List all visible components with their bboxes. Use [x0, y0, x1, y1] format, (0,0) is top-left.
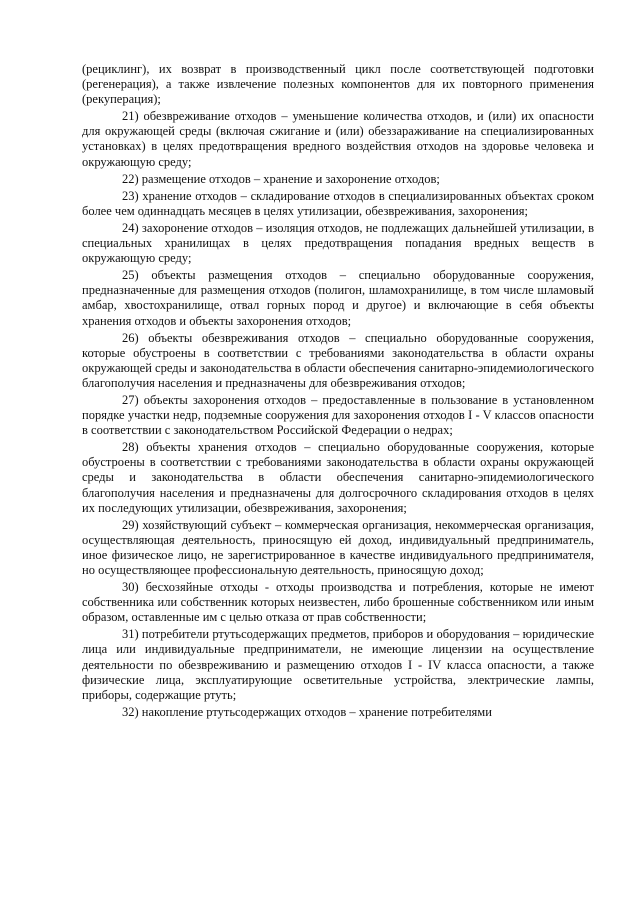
paragraph-24: 24) захоронение отходов – изоляция отходов, не подлежащих дальнейшей утилизации, в специальных хранилищах в целях предотвращения попадания вредных веществ в окружающую среду; — [82, 220, 594, 266]
paragraph-29: 29) хозяйствующий субъект – коммерческая организация, некоммерческая организация, осуществляющая деятельность, приносящую ей доход, индивидуальный предприниматель, иное физическое лицо, не зарегистрированное в качестве индивидуального предпринимателя, но осуществляющее профессиональную деятельность, приносящую доход; — [82, 517, 594, 577]
paragraph-26: 26) объекты обезвреживания отходов – специально оборудованные сооружения, которые обустроены в соответствии с требованиями законодательства в области охраны окружающей среды и законодательства в области обеспечения санитарно-эпидемиологического благополучия населения и предназначены для обезвреживания отходов; — [82, 330, 594, 390]
paragraph-28: 28) объекты хранения отходов – специально оборудованные сооружения, которые обустроены в соответствии с требованиями законодательства в области охраны окружающей среды и законодательства в области обеспечения санитарно-эпидемиологического благополучия населения и предназначены для долгосрочного складирования отходов в целях их последующих утилизации, обезвреживания, захоронения; — [82, 440, 594, 515]
paragraph-recycling-continuation: (рециклинг), их возврат в производственный цикл после соответствующей подготовки (регенерация), а также извлечение полезных компонентов для их повторного применения (рекуперация); — [82, 62, 594, 107]
paragraph-31: 31) потребители ртутьсодержащих предметов, приборов и оборудования – юридические лица или индивидуальные предприниматели, не имеющие лицензии на осуществление деятельности по обезвреживанию и размещению отходов I - IV класса опасности, а также физические лица, эксплуатирующие осветительные устройства, электрические лампы, приборы, содержащие ртуть; — [82, 627, 594, 702]
document-body — [82, 62, 594, 720]
paragraph-27: 27) объекты захоронения отходов – предоставленные в пользование в установленном порядке участки недр, подземные сооружения для захоронения отходов I - V классов опасности в соответствии с законодательством Российской Федерации о недрах; — [82, 392, 594, 438]
paragraph-30: 30) бесхозяйные отходы - отходы производства и потребления, которые не имеют собственника или собственник которых неизвестен, либо брошенные собственником или иным образом, оставленные им с целью отказа от прав собственности; — [82, 580, 594, 625]
paragraph-22: 22) размещение отходов – хранение и захоронение отходов; — [122, 171, 440, 186]
paragraph-21: 21) обезвреживание отходов – уменьшение количества отходов, и (или) их опасности для окружающей среды (включая сжигание и (или) обеззараживание на специализированных установках) в целях предотвращения вредного воздействия отходов на здоровье человека и окружающую среду; — [82, 109, 594, 169]
paragraph-23: 23) хранение отходов – складирование отходов в специализированных объектах сроком более чем одиннадцать месяцев в целях утилизации, обезвреживания, захоронения; — [82, 188, 594, 218]
paragraph-32: 32) накопление ртутьсодержащих отходов – хранение потребителями — [122, 704, 492, 719]
paragraph-25: 25) объекты размещения отходов – специально оборудованные сооружения, предназначенные для размещения отходов (полигон, шламохранилище, в том числе шламовый амбар, хвостохранилище, отвал горных пород и другое) и включающие в себя объекты хранения отходов и объекты захоронения отходов; — [82, 268, 594, 328]
